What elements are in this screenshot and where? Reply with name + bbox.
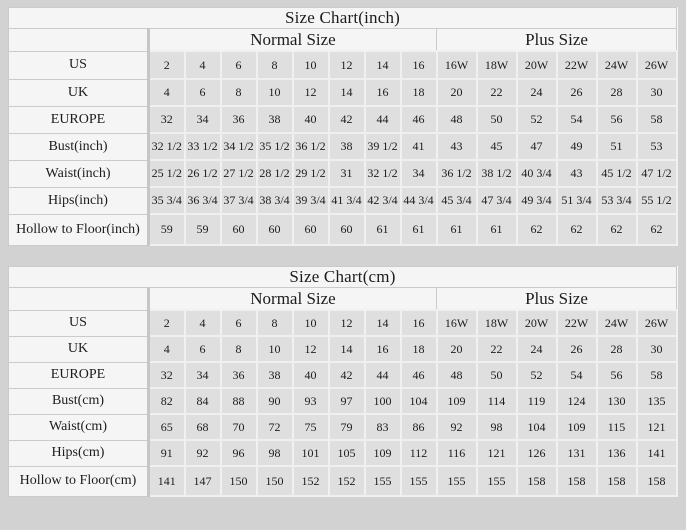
size-value-cell: 16 [365, 336, 401, 362]
size-value-cell: 20 [437, 336, 477, 362]
size-value-cell: 155 [365, 466, 401, 496]
size-value-cell: 46 [401, 362, 437, 388]
size-value-cell: 158 [637, 466, 677, 496]
row-label: EUROPE [9, 362, 149, 388]
size-value-cell: 52 [517, 362, 557, 388]
size-value-cell: 155 [437, 466, 477, 496]
size-value-cell: 47 [517, 133, 557, 160]
size-value-cell: 49 3/4 [517, 187, 557, 214]
size-value-cell: 126 [517, 440, 557, 466]
size-value-cell: 104 [401, 388, 437, 414]
size-value-cell: 131 [557, 440, 597, 466]
size-value-cell: 26 [557, 336, 597, 362]
size-value-cell: 51 [597, 133, 637, 160]
size-value-cell: 54 [557, 106, 597, 133]
group-header-normal-size: Normal Size [149, 29, 437, 52]
size-value-cell: 40 [293, 362, 329, 388]
size-value-cell: 33 1/2 [185, 133, 221, 160]
size-value-cell: 8 [257, 51, 293, 79]
table-row [9, 466, 677, 496]
size-value-cell: 119 [517, 388, 557, 414]
size-value-cell: 54 [557, 362, 597, 388]
size-value-cell: 105 [329, 440, 365, 466]
size-value-cell: 35 1/2 [257, 133, 293, 160]
size-value-cell: 30 [637, 79, 677, 106]
table-row [9, 79, 677, 106]
size-value-cell: 62 [557, 214, 597, 245]
size-value-cell: 50 [477, 106, 517, 133]
size-value-cell: 121 [637, 414, 677, 440]
size-value-cell: 34 [185, 362, 221, 388]
table-row [9, 388, 677, 414]
size-value-cell: 25 1/2 [149, 160, 185, 187]
size-value-cell: 58 [637, 362, 677, 388]
size-value-cell: 37 3/4 [221, 187, 257, 214]
size-value-cell: 10 [293, 51, 329, 79]
group-header-row [9, 29, 677, 52]
size-chart-table-inch [8, 7, 678, 246]
size-value-cell: 4 [149, 79, 185, 106]
size-value-cell: 14 [365, 51, 401, 79]
table-row [9, 362, 677, 388]
size-value-cell: 10 [257, 336, 293, 362]
size-value-cell: 47 3/4 [477, 187, 517, 214]
size-value-cell: 59 [149, 214, 185, 245]
size-value-cell: 10 [257, 79, 293, 106]
size-value-cell: 38 [257, 106, 293, 133]
size-value-cell: 45 3/4 [437, 187, 477, 214]
size-value-cell: 98 [477, 414, 517, 440]
table-row [9, 336, 677, 362]
size-value-cell: 24W [597, 51, 637, 79]
size-value-cell: 29 1/2 [293, 160, 329, 187]
size-value-cell: 82 [149, 388, 185, 414]
size-value-cell: 16 [401, 51, 437, 79]
size-value-cell: 59 [185, 214, 221, 245]
row-label: Hips(inch) [9, 187, 149, 214]
size-value-cell: 56 [597, 362, 637, 388]
size-value-cell: 60 [221, 214, 257, 245]
size-value-cell: 61 [365, 214, 401, 245]
size-value-cell: 34 [185, 106, 221, 133]
size-value-cell: 158 [517, 466, 557, 496]
size-value-cell: 45 1/2 [597, 160, 637, 187]
size-value-cell: 92 [185, 440, 221, 466]
table-row [9, 214, 677, 245]
size-value-cell: 48 [437, 106, 477, 133]
size-value-cell: 49 [557, 133, 597, 160]
size-value-cell: 12 [329, 310, 365, 336]
size-value-cell: 150 [257, 466, 293, 496]
size-value-cell: 12 [293, 79, 329, 106]
size-value-cell: 150 [221, 466, 257, 496]
table-row [9, 187, 677, 214]
size-value-cell: 10 [293, 310, 329, 336]
table-title-row [9, 8, 677, 29]
size-value-cell: 48 [437, 362, 477, 388]
size-value-cell: 44 3/4 [401, 187, 437, 214]
size-value-cell: 6 [221, 51, 257, 79]
size-value-cell: 53 [637, 133, 677, 160]
size-value-cell: 8 [257, 310, 293, 336]
size-value-cell: 18W [477, 51, 517, 79]
size-value-cell: 61 [477, 214, 517, 245]
size-value-cell: 20W [517, 310, 557, 336]
size-value-cell: 36 [221, 106, 257, 133]
size-value-cell: 36 1/2 [293, 133, 329, 160]
size-value-cell: 114 [477, 388, 517, 414]
size-value-cell: 16W [437, 51, 477, 79]
size-value-cell: 38 [257, 362, 293, 388]
size-value-cell: 65 [149, 414, 185, 440]
size-value-cell: 40 3/4 [517, 160, 557, 187]
size-value-cell: 16 [401, 310, 437, 336]
size-value-cell: 32 1/2 [365, 160, 401, 187]
size-value-cell: 42 [329, 106, 365, 133]
size-value-cell: 43 [557, 160, 597, 187]
row-label: Hollow to Floor(inch) [9, 214, 149, 245]
chart-title-cm: Size Chart(cm) [9, 267, 677, 288]
size-value-cell: 4 [149, 336, 185, 362]
row-label: US [9, 51, 149, 79]
size-value-cell: 96 [221, 440, 257, 466]
row-label: EUROPE [9, 106, 149, 133]
size-value-cell: 26 1/2 [185, 160, 221, 187]
group-header-plus-size: Plus Size [437, 288, 677, 311]
size-value-cell: 18 [401, 336, 437, 362]
size-value-cell: 42 [329, 362, 365, 388]
size-value-cell: 2 [149, 310, 185, 336]
size-value-cell: 12 [293, 336, 329, 362]
size-value-cell: 8 [221, 336, 257, 362]
size-value-cell: 45 [477, 133, 517, 160]
size-value-cell: 16 [365, 79, 401, 106]
size-value-cell: 61 [437, 214, 477, 245]
size-value-cell: 40 [293, 106, 329, 133]
size-value-cell: 20 [437, 79, 477, 106]
size-value-cell: 2 [149, 51, 185, 79]
size-value-cell: 36 1/2 [437, 160, 477, 187]
size-value-cell: 47 1/2 [637, 160, 677, 187]
size-value-cell: 147 [185, 466, 221, 496]
table-row [9, 440, 677, 466]
size-value-cell: 141 [637, 440, 677, 466]
size-value-cell: 112 [401, 440, 437, 466]
size-value-cell: 4 [185, 51, 221, 79]
size-value-cell: 124 [557, 388, 597, 414]
size-value-cell: 41 3/4 [329, 187, 365, 214]
size-value-cell: 92 [437, 414, 477, 440]
size-value-cell: 62 [517, 214, 557, 245]
size-value-cell: 22W [557, 51, 597, 79]
size-value-cell: 44 [365, 362, 401, 388]
row-label: Waist(cm) [9, 414, 149, 440]
size-value-cell: 24 [517, 336, 557, 362]
size-value-cell: 4 [185, 310, 221, 336]
row-label: Hips(cm) [9, 440, 149, 466]
size-value-cell: 101 [293, 440, 329, 466]
size-value-cell: 56 [597, 106, 637, 133]
size-value-cell: 61 [401, 214, 437, 245]
size-value-cell: 109 [365, 440, 401, 466]
size-value-cell: 26 [557, 79, 597, 106]
size-value-cell: 18W [477, 310, 517, 336]
size-value-cell: 60 [329, 214, 365, 245]
size-value-cell: 28 [597, 79, 637, 106]
size-value-cell: 53 3/4 [597, 187, 637, 214]
size-value-cell: 52 [517, 106, 557, 133]
row-label: UK [9, 79, 149, 106]
size-value-cell: 75 [293, 414, 329, 440]
size-chart-table-cm [8, 266, 678, 497]
size-value-cell: 39 1/2 [365, 133, 401, 160]
row-label: Bust(cm) [9, 388, 149, 414]
row-label: Bust(inch) [9, 133, 149, 160]
size-value-cell: 26W [637, 310, 677, 336]
size-value-cell: 55 1/2 [637, 187, 677, 214]
size-value-cell: 62 [597, 214, 637, 245]
size-value-cell: 39 3/4 [293, 187, 329, 214]
size-value-cell: 115 [597, 414, 637, 440]
size-value-cell: 8 [221, 79, 257, 106]
row-label: Waist(inch) [9, 160, 149, 187]
size-value-cell: 14 [329, 336, 365, 362]
size-value-cell: 32 [149, 362, 185, 388]
table-row [9, 51, 677, 79]
size-value-cell: 24W [597, 310, 637, 336]
size-value-cell: 14 [329, 79, 365, 106]
chart-title-inch: Size Chart(inch) [9, 8, 677, 29]
size-value-cell: 31 [329, 160, 365, 187]
size-value-cell: 60 [293, 214, 329, 245]
size-value-cell: 36 3/4 [185, 187, 221, 214]
size-value-cell: 32 [149, 106, 185, 133]
size-value-cell: 109 [437, 388, 477, 414]
size-value-cell: 36 [221, 362, 257, 388]
size-value-cell: 98 [257, 440, 293, 466]
size-value-cell: 14 [365, 310, 401, 336]
size-value-cell: 91 [149, 440, 185, 466]
size-value-cell: 38 [329, 133, 365, 160]
size-value-cell: 28 1/2 [257, 160, 293, 187]
size-value-cell: 158 [557, 466, 597, 496]
size-value-cell: 30 [637, 336, 677, 362]
size-value-cell: 51 3/4 [557, 187, 597, 214]
size-value-cell: 155 [477, 466, 517, 496]
size-value-cell: 16W [437, 310, 477, 336]
size-value-cell: 22W [557, 310, 597, 336]
size-value-cell: 88 [221, 388, 257, 414]
size-value-cell: 41 [401, 133, 437, 160]
size-value-cell: 116 [437, 440, 477, 466]
size-value-cell: 141 [149, 466, 185, 496]
size-value-cell: 32 1/2 [149, 133, 185, 160]
size-value-cell: 24 [517, 79, 557, 106]
size-value-cell: 35 3/4 [149, 187, 185, 214]
size-value-cell: 135 [637, 388, 677, 414]
row-label: Hollow to Floor(cm) [9, 466, 149, 496]
size-value-cell: 38 1/2 [477, 160, 517, 187]
size-value-cell: 38 3/4 [257, 187, 293, 214]
size-value-cell: 152 [329, 466, 365, 496]
size-value-cell: 86 [401, 414, 437, 440]
size-value-cell: 28 [597, 336, 637, 362]
size-value-cell: 46 [401, 106, 437, 133]
corner-spacer-cell [9, 29, 149, 52]
size-value-cell: 6 [221, 310, 257, 336]
size-value-cell: 42 3/4 [365, 187, 401, 214]
size-value-cell: 90 [257, 388, 293, 414]
size-value-cell: 6 [185, 79, 221, 106]
table-row [9, 133, 677, 160]
table-row [9, 414, 677, 440]
size-value-cell: 44 [365, 106, 401, 133]
row-label: UK [9, 336, 149, 362]
size-value-cell: 62 [637, 214, 677, 245]
size-value-cell: 93 [293, 388, 329, 414]
group-header-row [9, 288, 677, 311]
size-value-cell: 158 [597, 466, 637, 496]
size-value-cell: 79 [329, 414, 365, 440]
size-value-cell: 121 [477, 440, 517, 466]
size-value-cell: 18 [401, 79, 437, 106]
size-value-cell: 34 [401, 160, 437, 187]
table-title-row [9, 267, 677, 288]
size-value-cell: 50 [477, 362, 517, 388]
group-header-plus-size: Plus Size [437, 29, 677, 52]
size-value-cell: 72 [257, 414, 293, 440]
size-value-cell: 155 [401, 466, 437, 496]
size-value-cell: 22 [477, 79, 517, 106]
size-value-cell: 60 [257, 214, 293, 245]
size-value-cell: 84 [185, 388, 221, 414]
size-value-cell: 43 [437, 133, 477, 160]
size-value-cell: 109 [557, 414, 597, 440]
size-value-cell: 34 1/2 [221, 133, 257, 160]
size-value-cell: 152 [293, 466, 329, 496]
size-value-cell: 26W [637, 51, 677, 79]
size-value-cell: 70 [221, 414, 257, 440]
size-value-cell: 136 [597, 440, 637, 466]
size-value-cell: 68 [185, 414, 221, 440]
size-value-cell: 104 [517, 414, 557, 440]
row-label: US [9, 310, 149, 336]
size-value-cell: 130 [597, 388, 637, 414]
size-value-cell: 100 [365, 388, 401, 414]
size-value-cell: 12 [329, 51, 365, 79]
size-value-cell: 83 [365, 414, 401, 440]
table-row [9, 160, 677, 187]
table-row [9, 310, 677, 336]
group-header-normal-size: Normal Size [149, 288, 437, 311]
size-value-cell: 27 1/2 [221, 160, 257, 187]
corner-spacer-cell [9, 288, 149, 311]
size-value-cell: 58 [637, 106, 677, 133]
size-value-cell: 97 [329, 388, 365, 414]
table-row [9, 106, 677, 133]
size-value-cell: 22 [477, 336, 517, 362]
size-value-cell: 6 [185, 336, 221, 362]
size-value-cell: 20W [517, 51, 557, 79]
